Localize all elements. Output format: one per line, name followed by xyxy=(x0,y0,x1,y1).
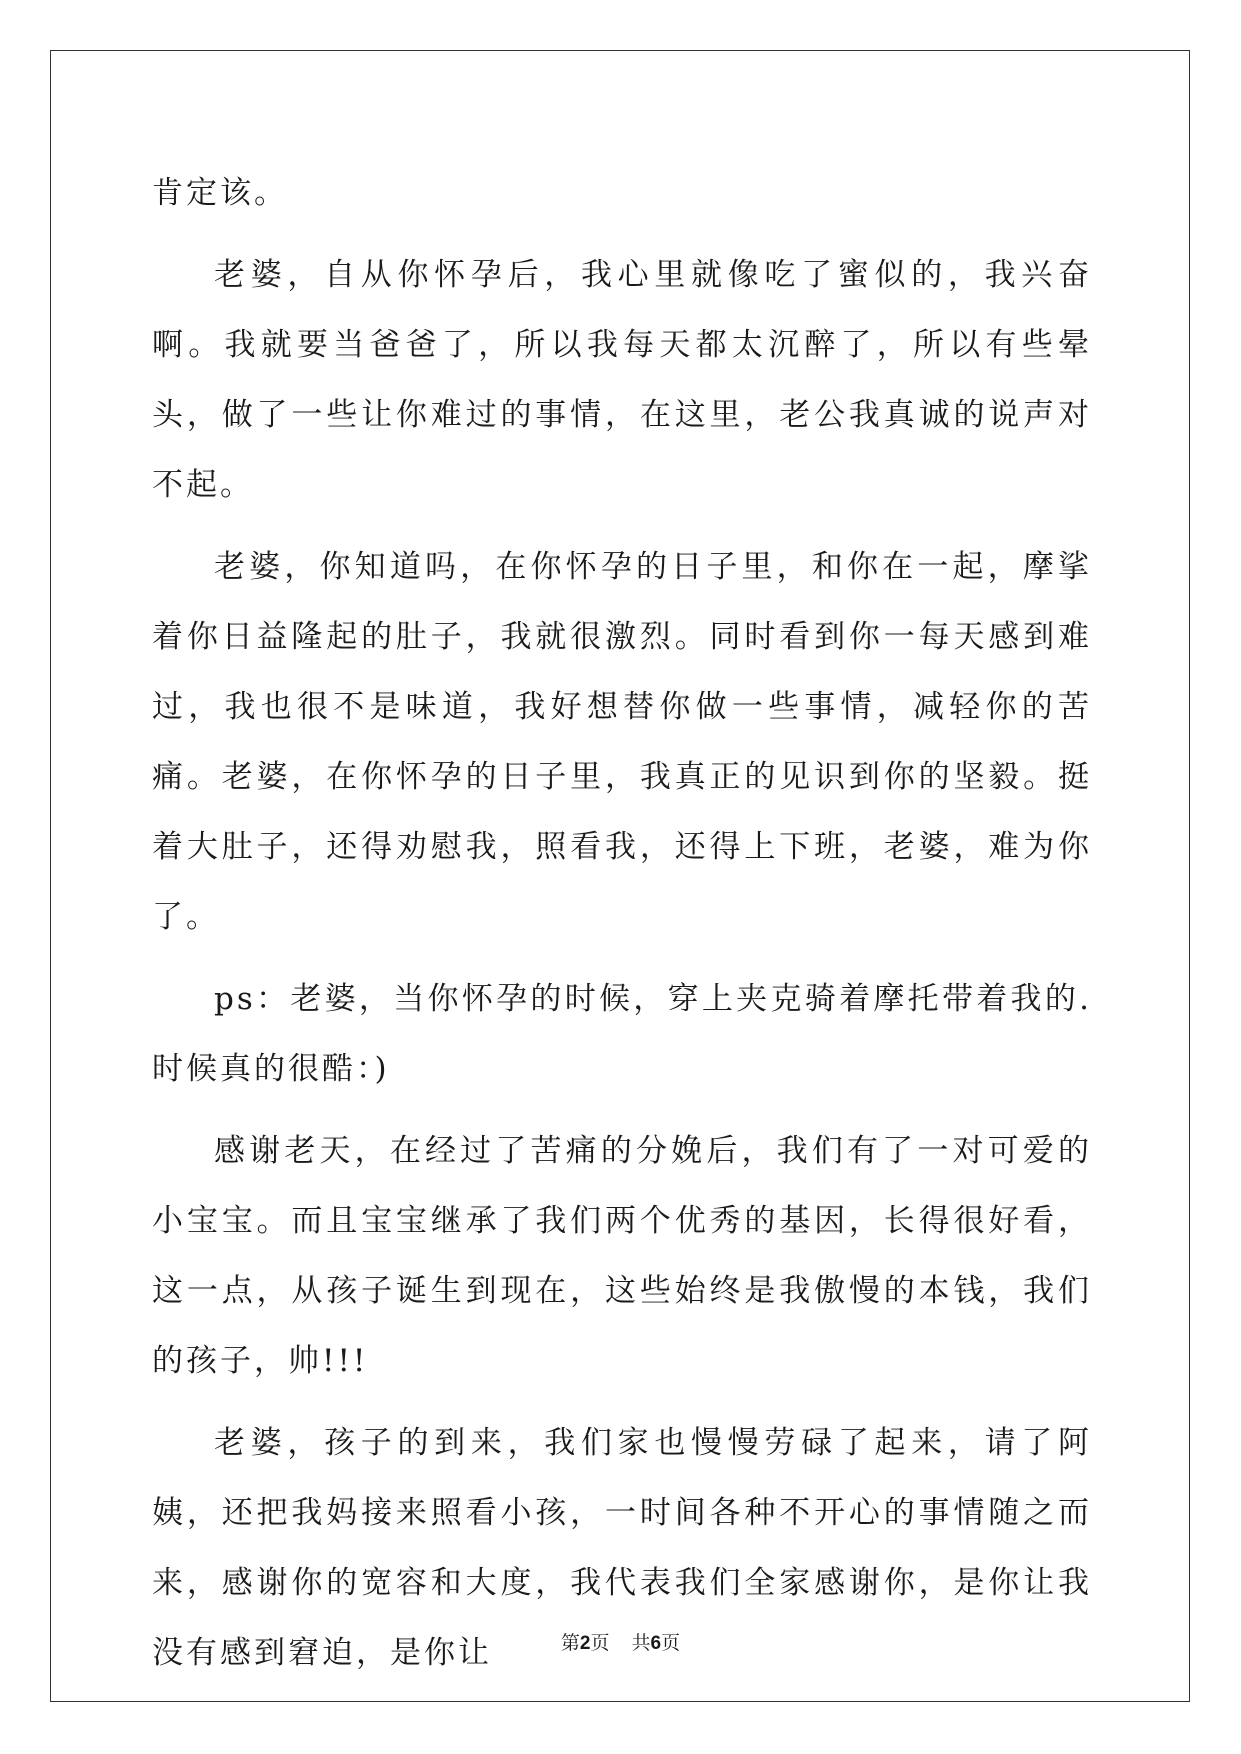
total-pages: 6 xyxy=(650,1633,662,1654)
page-number: 2 xyxy=(579,1633,591,1654)
paragraph-3: 老婆，你知道吗，在你怀孕的日子里，和你在一起，摩挲着你日益隆起的肚子，我就很激烈。同时看到你一每天感到难过，我也很不是味道，我好想替你做一些事情，减轻你的苦痛。老婆，在你怀孕的日子里，我真正的见识到你的坚毅。挺着大肚子，还得劝慰我，照看我，还得上下班，老婆，难为你了。 xyxy=(152,549,1092,935)
paragraph-4: ps：老婆，当你怀孕的时候，穿上夹克骑着摩托带着我的.时候真的很酷：) xyxy=(152,981,1092,1087)
paragraph-2: 老婆，自从你怀孕后，我心里就像吃了蜜似的，我兴奋啊。我就要当爸爸了，所以我每天都太沉醉了，所以有些晕头，做了一些让你难过的事情，在这里，老公我真诚的说声对不起。 xyxy=(152,257,1092,503)
page-footer xyxy=(0,1628,1241,1655)
total-prefix: 共 xyxy=(631,1632,651,1654)
paragraph-5: 感谢老天，在经过了苦痛的分娩后，我们有了一对可爱的小宝宝。而且宝宝继承了我们两个优秀的基因，长得很好看，这一点，从孩子诞生到现在，这些始终是我傲慢的本钱，我们的孩子，帅!!! xyxy=(152,1133,1092,1379)
document-body xyxy=(152,158,1092,1700)
total-suffix: 页 xyxy=(661,1632,681,1654)
page-prefix: 第 xyxy=(560,1632,580,1654)
page-suffix: 页 xyxy=(590,1632,610,1654)
paragraph-1: 肯定该。 xyxy=(152,175,288,211)
paragraph-6: 老婆，孩子的到来，我们家也慢慢劳碌了起来，请了阿姨，还把我妈接来照看小孩，一时间各种不开心的事情随之而来，感谢你的宽容和大度，我代表我们全家感谢你，是你让我没有感到窘迫，是你让 xyxy=(152,1425,1092,1671)
